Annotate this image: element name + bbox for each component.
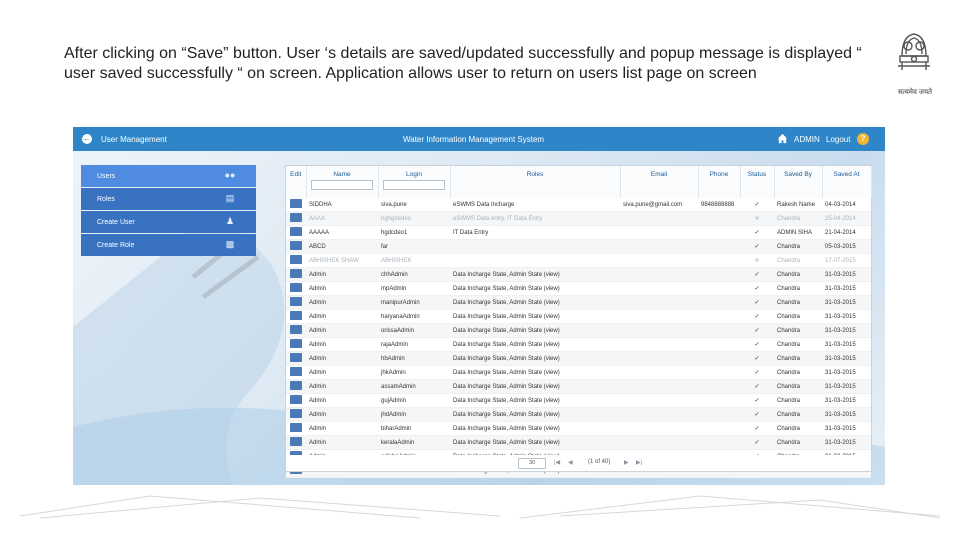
cell-login: manipurAdmin <box>378 296 450 310</box>
table-row[interactable] <box>286 338 871 352</box>
roles-icon: ▤ <box>225 193 235 203</box>
cell-saved-by: Chandra <box>774 268 822 282</box>
cell-status: ✓ <box>740 394 774 408</box>
cell-saved-at: 31-03-2015 <box>822 408 871 422</box>
table-row[interactable] <box>286 240 871 254</box>
cell-name: Admin <box>306 296 378 310</box>
cell-phone <box>698 338 740 352</box>
cell-phone <box>698 324 740 338</box>
cell-saved-by: Chandra <box>774 254 822 268</box>
cell-email <box>620 296 698 310</box>
users-table <box>285 165 872 457</box>
cell-email <box>620 352 698 366</box>
edit-row-button[interactable] <box>290 311 302 320</box>
cell-name: Admin <box>306 422 378 436</box>
cell-status: ✓ <box>740 408 774 422</box>
home-icon[interactable] <box>777 133 788 144</box>
cell-status: ✓ <box>740 282 774 296</box>
cell-email <box>620 212 698 226</box>
cell-roles: IT Data Entry <box>450 226 620 240</box>
edit-cell <box>286 226 306 240</box>
cell-saved-by: Chandra <box>774 282 822 296</box>
cell-roles: eSWMS Data Incharge <box>450 198 620 212</box>
cell-saved-by: Chandra <box>774 296 822 310</box>
edit-row-button[interactable] <box>290 409 302 418</box>
cell-login: rajaAdmin <box>378 338 450 352</box>
cell-roles: Data Incharge State, Admin State (view) <box>450 352 620 366</box>
cell-email <box>620 310 698 324</box>
edit-row-button[interactable] <box>290 325 302 334</box>
table-row[interactable] <box>286 268 871 282</box>
cell-saved-at: 31-03-2015 <box>822 268 871 282</box>
cell-login: hghgdedeo <box>378 212 450 226</box>
first-page-icon[interactable]: |◀ <box>554 460 561 466</box>
edit-row-button[interactable] <box>290 241 302 250</box>
cell-saved-at: 31-03-2015 <box>822 422 871 436</box>
cell-login: assamAdmin <box>378 380 450 394</box>
cell-saved-at: 04-03-2014 <box>822 198 871 212</box>
cell-email <box>620 254 698 268</box>
cell-status: ✓ <box>740 310 774 324</box>
edit-cell <box>286 352 306 366</box>
cell-roles: Data Incharge State, Admin State (view) <box>450 338 620 352</box>
cell-email <box>620 422 698 436</box>
cell-phone <box>698 380 740 394</box>
cell-status: ✕ <box>740 212 774 226</box>
table-row[interactable] <box>286 254 871 268</box>
table-row[interactable] <box>286 198 871 212</box>
create-role-icon: ▩ <box>225 239 235 249</box>
sidebar-item-users[interactable] <box>81 165 256 187</box>
create-user-icon: ♟ <box>225 216 235 226</box>
cell-phone <box>698 394 740 408</box>
cell-roles: Data Incharge State, Admin State (view) <box>450 296 620 310</box>
cell-status: ✓ <box>740 436 774 450</box>
cell-email <box>620 268 698 282</box>
cell-roles: Data Incharge State, Admin State (view) <box>450 282 620 296</box>
table-row[interactable] <box>286 394 871 408</box>
cell-saved-by: Chandra <box>774 408 822 422</box>
cell-saved-by: Chandra <box>774 394 822 408</box>
cell-roles: eSWMS Data entry, IT Data Entry <box>450 212 620 226</box>
cell-name: Admin <box>306 394 378 408</box>
cell-roles: Data Incharge State, Admin State (view) <box>450 366 620 380</box>
cell-status: ✓ <box>740 296 774 310</box>
column-header-phone[interactable]: Phone <box>698 166 740 198</box>
cell-login: hgdcdeo1 <box>378 226 450 240</box>
login-filter-input[interactable] <box>383 180 445 190</box>
cell-status: ✕ <box>740 254 774 268</box>
edit-cell <box>286 408 306 422</box>
cell-saved-at: 31-03-2015 <box>822 296 871 310</box>
column-header-status[interactable]: Status <box>740 166 774 198</box>
cell-saved-at: 25-04-2014 <box>822 212 871 226</box>
edit-cell <box>286 268 306 282</box>
cell-roles: Data Incharge State, Admin State (view) <box>450 394 620 408</box>
table-pager <box>285 455 872 472</box>
next-page-icon[interactable]: ▶ <box>624 460 629 466</box>
cell-saved-at: 31-03-2015 <box>822 338 871 352</box>
cell-roles: Data Incharge State, Admin State (view) <box>450 436 620 450</box>
cell-phone <box>698 212 740 226</box>
cell-login: hbAdmin <box>378 352 450 366</box>
sidebar-item-label: Create User <box>97 219 135 226</box>
column-header-saved-by[interactable]: Saved By <box>774 166 822 198</box>
page-size-select[interactable]: 30 <box>518 458 546 469</box>
cell-saved-at: 31-03-2015 <box>822 436 871 450</box>
cell-name: Admin <box>306 268 378 282</box>
cell-email <box>620 394 698 408</box>
cell-phone <box>698 296 740 310</box>
app-window <box>73 127 885 485</box>
cell-name: Admin <box>306 352 378 366</box>
cell-name: Admin <box>306 324 378 338</box>
cell-roles <box>450 254 620 268</box>
table-row[interactable] <box>286 366 871 380</box>
cell-phone <box>698 422 740 436</box>
edit-cell <box>286 394 306 408</box>
cell-saved-at: 17-07-2015 <box>822 254 871 268</box>
users-icon: ●● <box>224 170 236 180</box>
cell-name: SIDDHA <box>306 198 378 212</box>
cell-name: Admin <box>306 408 378 422</box>
cell-email <box>620 408 698 422</box>
app-topbar <box>73 127 885 151</box>
cell-saved-by: Chandra <box>774 366 822 380</box>
cell-status: ✓ <box>740 422 774 436</box>
cell-login: jhdAdmin <box>378 408 450 422</box>
edit-cell <box>286 366 306 380</box>
edit-row-button[interactable] <box>290 213 302 222</box>
cell-phone <box>698 310 740 324</box>
cell-status: ✓ <box>740 324 774 338</box>
cell-login: biharAdmin <box>378 422 450 436</box>
sidebar-item-roles[interactable] <box>81 188 256 210</box>
last-page-icon[interactable]: ▶| <box>636 460 643 466</box>
table-row[interactable] <box>286 352 871 366</box>
edit-row-button[interactable] <box>290 395 302 404</box>
table-row[interactable] <box>286 436 871 450</box>
edit-row-button[interactable] <box>290 199 302 208</box>
sidebar-item-label: Create Role <box>97 242 135 249</box>
cell-login: mpAdmin <box>378 282 450 296</box>
edit-row-button[interactable] <box>290 367 302 376</box>
cell-saved-by: Chandra <box>774 352 822 366</box>
column-header-login[interactable]: Login <box>378 166 450 198</box>
cell-roles: Data Incharge State, Admin State (view) <box>450 380 620 394</box>
logout-link[interactable]: Logout <box>826 135 851 144</box>
cell-phone <box>698 240 740 254</box>
edit-cell <box>286 254 306 268</box>
edit-row-button[interactable] <box>290 269 302 278</box>
cell-email <box>620 380 698 394</box>
cell-name: AAAA <box>306 212 378 226</box>
table-row[interactable] <box>286 380 871 394</box>
cell-status: ✓ <box>740 338 774 352</box>
cell-saved-at: 31-03-2015 <box>822 352 871 366</box>
slide-caption: After clicking on “Save” button. User ‘s details are saved/updated successfully and popup message is displayed “ user saved successfully “ on screen. Application allows user to return on users list page on screen <box>64 45 862 82</box>
edit-row-button[interactable] <box>290 353 302 362</box>
cell-phone <box>698 282 740 296</box>
module-title: User Management <box>101 135 167 144</box>
cell-saved-by: Chandra <box>774 240 822 254</box>
table-row[interactable] <box>286 310 871 324</box>
cell-name: ABCD <box>306 240 378 254</box>
column-header-edit: Edit <box>286 166 306 198</box>
table-row[interactable] <box>286 408 871 422</box>
cell-saved-at: 31-03-2015 <box>822 394 871 408</box>
cell-phone <box>698 268 740 282</box>
cell-email <box>620 366 698 380</box>
table-row[interactable] <box>286 226 871 240</box>
name-filter-input[interactable] <box>311 180 373 190</box>
cell-login: far <box>378 240 450 254</box>
cell-email <box>620 226 698 240</box>
cell-status: ✓ <box>740 380 774 394</box>
cell-email <box>620 240 698 254</box>
cell-status: ✓ <box>740 198 774 212</box>
sidebar-item-create-user[interactable] <box>81 211 256 233</box>
cell-saved-at: 31-03-2015 <box>822 282 871 296</box>
cell-saved-at: 31-03-2015 <box>822 324 871 338</box>
cell-saved-by: Chandra <box>774 212 822 226</box>
current-user: ADMIN <box>794 135 820 144</box>
sidebar <box>81 165 256 257</box>
edit-cell <box>286 240 306 254</box>
cell-status: ✓ <box>740 352 774 366</box>
sidebar-item-label: Users <box>97 173 116 180</box>
table-row[interactable] <box>286 422 871 436</box>
cell-saved-by: Chandra <box>774 380 822 394</box>
cell-roles: Data Incharge State, Admin State (view) <box>450 422 620 436</box>
edit-row-button[interactable] <box>290 297 302 306</box>
system-title: Water Information Management System <box>403 135 545 144</box>
table-row[interactable] <box>286 212 871 226</box>
cell-roles: Data Incharge State, Admin State (view) <box>450 268 620 282</box>
cell-name: ABHISHEK SHAW <box>306 254 378 268</box>
cell-saved-by: Chandra <box>774 436 822 450</box>
sidebar-item-label: Roles <box>97 196 115 203</box>
cell-name: Admin <box>306 338 378 352</box>
edit-row-button[interactable] <box>290 423 302 432</box>
cell-saved-at: 31-03-2015 <box>822 310 871 324</box>
cell-saved-by: Chandra <box>774 338 822 352</box>
cell-email <box>620 436 698 450</box>
table-header-row <box>286 166 871 198</box>
edit-row-button[interactable] <box>290 339 302 348</box>
edit-cell <box>286 338 306 352</box>
cell-saved-by: ADMIN SIHA <box>774 226 822 240</box>
cell-login: keralaAdmin <box>378 436 450 450</box>
cell-email <box>620 324 698 338</box>
cell-phone <box>698 408 740 422</box>
cell-login: siva.pune <box>378 198 450 212</box>
back-arrow-icon[interactable]: ← <box>83 134 91 143</box>
cell-status: ✓ <box>740 226 774 240</box>
cell-saved-by: Chandra <box>774 324 822 338</box>
table-row[interactable] <box>286 282 871 296</box>
edit-cell <box>286 324 306 338</box>
cell-saved-by: Chandra <box>774 422 822 436</box>
cell-roles <box>450 240 620 254</box>
edit-row-button[interactable] <box>290 437 302 446</box>
prev-page-icon[interactable]: ◀ <box>568 460 573 466</box>
column-header-email[interactable]: Email <box>620 166 698 198</box>
cell-saved-by: Rakesh Name <box>774 198 822 212</box>
edit-row-button[interactable] <box>290 227 302 236</box>
cell-saved-by: Chandra <box>774 310 822 324</box>
column-header-roles[interactable]: Roles <box>450 166 620 198</box>
table-row[interactable] <box>286 324 871 338</box>
cell-name: Admin <box>306 282 378 296</box>
cell-email <box>620 338 698 352</box>
cell-saved-at: 05-03-2015 <box>822 240 871 254</box>
edit-row-button[interactable] <box>290 283 302 292</box>
sidebar-item-create-role[interactable] <box>81 234 256 256</box>
edit-cell <box>286 436 306 450</box>
edit-cell <box>286 310 306 324</box>
cell-login: orissaAdmin <box>378 324 450 338</box>
cell-phone <box>698 366 740 380</box>
cell-name: Admin <box>306 380 378 394</box>
cell-email <box>620 282 698 296</box>
table-row[interactable] <box>286 296 871 310</box>
cell-phone <box>698 226 740 240</box>
cell-status: ✓ <box>740 240 774 254</box>
edit-cell <box>286 212 306 226</box>
page-info: (1 of 40) <box>588 459 611 465</box>
cell-email: siva.pune@gmail.com <box>620 198 698 212</box>
edit-cell <box>286 282 306 296</box>
cell-status: ✓ <box>740 268 774 282</box>
cell-login: gujAdmin <box>378 394 450 408</box>
cell-saved-at: 31-03-2015 <box>822 366 871 380</box>
cell-saved-at: 31-03-2015 <box>822 380 871 394</box>
cell-login: ABHISHEK <box>378 254 450 268</box>
cell-phone: 9848888888 <box>698 198 740 212</box>
edit-row-button[interactable] <box>290 381 302 390</box>
edit-cell <box>286 296 306 310</box>
cell-roles: Data Incharge State, Admin State (view) <box>450 310 620 324</box>
emblem-motto: सत्यमेव जयते <box>897 89 933 96</box>
cell-name: Admin <box>306 366 378 380</box>
cell-login: chhAdmin <box>378 268 450 282</box>
decorative-footer-lines <box>0 488 960 540</box>
cell-name: Admin <box>306 310 378 324</box>
help-icon[interactable]: ? <box>857 133 869 145</box>
column-header-name[interactable]: Name <box>306 166 378 198</box>
edit-row-button[interactable] <box>290 255 302 264</box>
edit-cell <box>286 198 306 212</box>
edit-cell <box>286 380 306 394</box>
edit-cell <box>286 422 306 436</box>
cell-phone <box>698 254 740 268</box>
column-header-saved-at[interactable]: Saved At <box>822 166 871 198</box>
cell-name: Admin <box>306 436 378 450</box>
cell-phone <box>698 436 740 450</box>
cell-name: AAAAA <box>306 226 378 240</box>
cell-roles: Data Incharge State, Admin State (view) <box>450 324 620 338</box>
cell-status: ✓ <box>740 366 774 380</box>
cell-roles: Data Incharge State, Admin State (view) <box>450 408 620 422</box>
cell-login: jhkAdmin <box>378 366 450 380</box>
state-emblem-icon <box>888 26 940 96</box>
cell-login: haryanaAdmin <box>378 310 450 324</box>
cell-saved-at: 21-04-2014 <box>822 226 871 240</box>
cell-phone <box>698 352 740 366</box>
